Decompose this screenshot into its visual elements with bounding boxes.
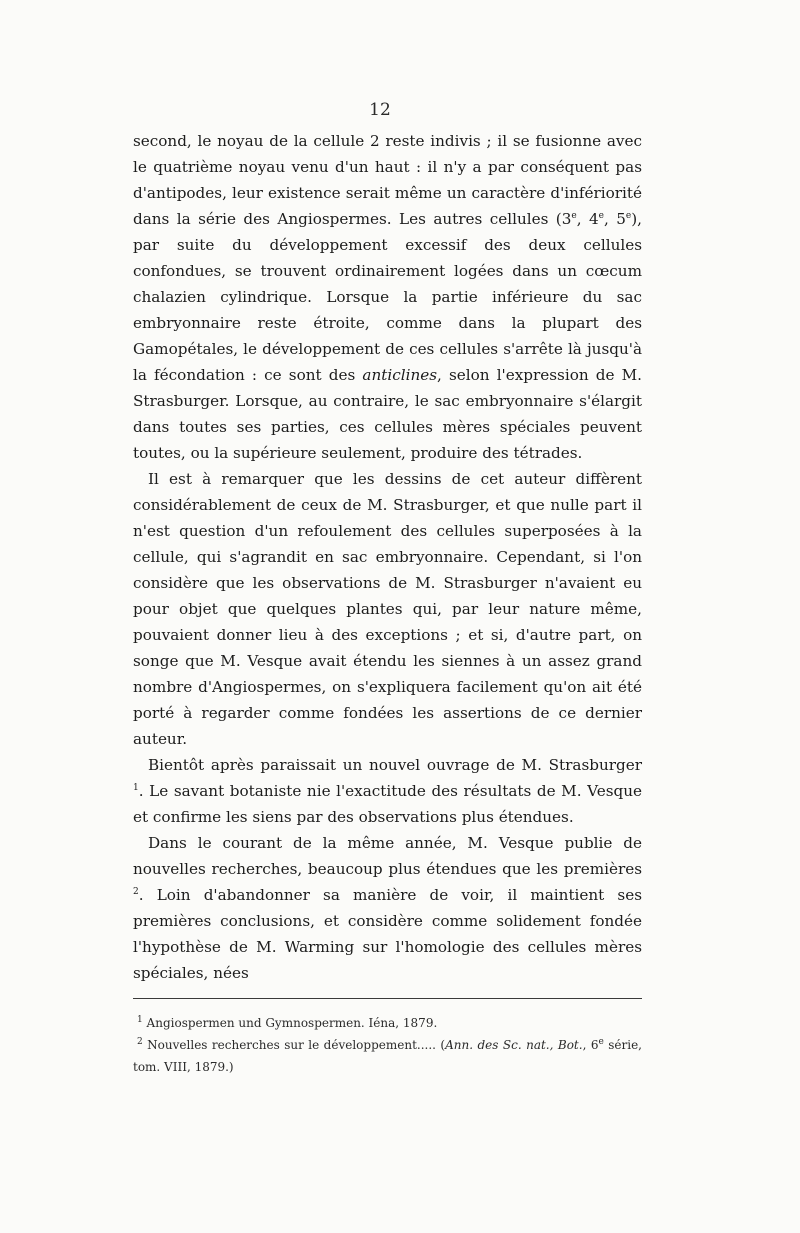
footnote	[133, 1034, 642, 1078]
text-run: , 4	[576, 210, 599, 228]
text-run: second, le noyau de la cellule 2 reste indivis ; il se fusionne avec le quatrième noyau venu d'un haut : il n'y a par conséquent pas d'antipodes, leur existence serait même un caractère d'infériorité dans la série des Angiospermes. Les autres cellules (3	[133, 132, 642, 228]
paragraph	[133, 752, 642, 830]
text-run: série, tom. VIII, 1879.)	[133, 1038, 642, 1074]
text-run: . Le savant botaniste nie l'exactitude des résultats de M. Vesque et confirme les siens par des observations plus étendues.	[133, 782, 642, 826]
superscript: 2	[137, 1037, 143, 1047]
superscript: 1	[137, 1015, 143, 1025]
superscript: 1	[133, 782, 139, 793]
text-run: Angiospermen und Gymnospermen. Iéna, 1879.	[142, 1016, 438, 1030]
italic-text: anticlines	[362, 366, 438, 384]
superscript: 2	[133, 886, 139, 897]
paragraph	[133, 466, 642, 752]
superscript: e	[598, 1037, 604, 1047]
text-run: Bientôt après paraissait un nouvel ouvrage de M. Strasburger	[148, 756, 642, 774]
italic-text: Ann. des Sc. nat., Bot.	[445, 1038, 583, 1052]
superscript: e	[598, 210, 604, 221]
text-run: , 6	[582, 1038, 599, 1052]
text-run: ), par suite du développement excessif des deux cellules confondues, se trouvent ordinairement logées dans un cœcum chalazien cylindrique. Lorsque la partie inférieure du sac embryonnaire reste étroite, comme dans la plupart des Gamopétales, le développement de ces cellules s'arrête là jusqu'à la fécondation : ce sont des	[133, 210, 642, 384]
paragraph	[133, 128, 642, 466]
paragraph	[133, 830, 642, 986]
body-text	[133, 128, 642, 986]
text-run: Dans le courant de la même année, M. Vesque publie de nouvelles recherches, beaucoup plus étendues que les premières	[133, 834, 642, 878]
superscript: e	[625, 210, 632, 221]
footnote-divider	[133, 998, 642, 999]
page-number: 12	[369, 100, 391, 120]
footnote	[133, 1012, 642, 1034]
superscript: e	[571, 210, 577, 221]
text-run: , 5	[603, 210, 626, 228]
text-run: Il est à remarquer que les dessins de cet auteur diffèrent considérablement de ceux de M. Strasburger, et que nulle part il n'est question d'un refoulement des cellules superposées à la cellule, qui s'agrandit en sac embryonnaire. Cependant, si l'on considère que les observations de M. Strasburger n'avaient eu pour objet que quelques plantes qui, par leur nature même, pouvaient donner lieu à des exceptions ; et si, d'autre part, on songe que M. Vesque avait étendu les siennes à un assez grand nombre d'Angiospermes, on s'expliquera facilement qu'on ait été porté à regarder comme fondées les assertions de ce dernier auteur.	[133, 470, 642, 748]
text-run: . Loin d'abandonner sa manière de voir, il maintient ses premières conclusions, et considère comme solidement fondée l'hypothèse de M. Warming sur l'homologie des cellules mères spéciales, nées	[133, 886, 642, 982]
text-run: , selon l'expression de M. Strasburger. Lorsque, au contraire, le sac embryonnaire s'élargit dans toutes ses parties, ces cellules mères spéciales peuvent toutes, ou la supérieure seulement, produire des tétrades.	[133, 366, 642, 462]
text-run: Nouvelles recherches sur le développement..... (	[142, 1038, 446, 1052]
footnotes	[133, 1012, 642, 1078]
